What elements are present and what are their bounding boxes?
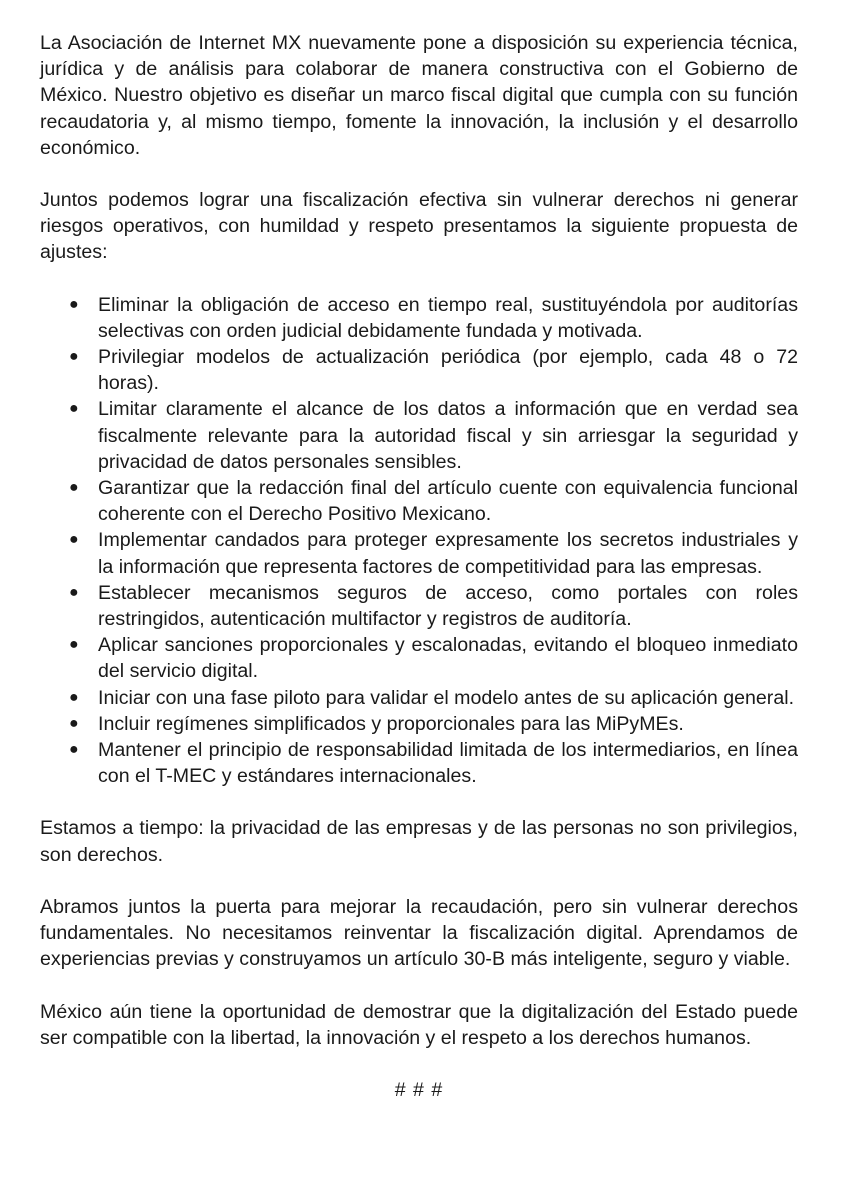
closing-paragraph: México aún tiene la oportunidad de demostrar que la digitalización del Estado puede ser compatible con la libertad, la innovación y el respeto a los derechos humanos. — [40, 1000, 798, 1049]
bullet-icon: ● — [69, 479, 79, 497]
list-item-text: Implementar candados para proteger expresamente los secretos industriales y la información que representa factores de competitividad para las empresas. — [98, 529, 798, 578]
list-item — [40, 737, 798, 789]
bullet-icon: ● — [69, 714, 79, 732]
list-item — [40, 527, 798, 579]
open-door-paragraph: Abramos juntos la puerta para mejorar la recaudación, pero sin vulnerar derechos fundamentales. No necesitamos reinventar la fiscalización digital. Aprendamos de experiencias previas y construyamos un artículo 30-B más inteligente, seguro y viable. — [40, 895, 798, 971]
list-item-text: Aplicar sanciones proporcionales y escalonadas, evitando el bloqueo inmediato del servicio digital. — [98, 634, 798, 683]
list-item-text: Eliminar la obligación de acceso en tiempo real, sustituyéndola por auditorías selectivas con orden judicial debidamente fundada y motivada. — [98, 293, 798, 342]
proposal-intro-paragraph: Juntos podemos lograr una fiscalización efectiva sin vulnerar derechos ni generar riesgos operativos, con humildad y respeto presentamos la siguiente propuesta de ajustes: — [40, 189, 798, 264]
on-time-paragraph: Estamos a tiempo: la privacidad de las empresas y de las personas no son privilegios, son derechos. — [40, 817, 798, 866]
proposal-list — [40, 292, 798, 790]
list-item — [40, 475, 798, 527]
bullet-icon: ● — [69, 636, 79, 654]
end-mark: # # # — [394, 1078, 444, 1101]
list-item — [40, 632, 798, 684]
bullet-icon: ● — [69, 741, 79, 759]
bullet-icon: ● — [69, 583, 79, 601]
list-item-text: Iniciar con una fase piloto para validar el modelo antes de su aplicación general. — [98, 686, 795, 709]
list-item-text: Establecer mecanismos seguros de acceso, como portales con roles restringidos, autenticación multifactor y registros de auditoría. — [98, 581, 798, 631]
list-item — [40, 580, 798, 632]
bullet-icon: ● — [69, 688, 79, 706]
list-item-text: Privilegiar modelos de actualización periódica (por ejemplo, cada 48 o 72 horas). — [98, 346, 798, 395]
list-item — [40, 396, 798, 475]
list-item-text: Mantener el principio de responsabilidad limitada de los intermediarios, en línea con el T-MEC y estándares internacionales. — [98, 739, 798, 788]
list-item — [40, 292, 798, 344]
bullet-icon: ● — [69, 295, 79, 313]
list-item-text: Incluir regímenes simplificados y proporcionales para las MiPyMEs. — [98, 712, 684, 735]
list-item-text: Garantizar que la redacción final del artículo cuente con equivalencia funcional coherente con el Derecho Positivo Mexicano. — [98, 477, 798, 526]
list-item — [40, 711, 798, 737]
bullet-icon: ● — [69, 531, 79, 549]
document-page — [40, 30, 798, 1103]
bullet-icon: ● — [69, 400, 79, 418]
list-item — [40, 685, 798, 711]
intro-paragraph: La Asociación de Internet MX nuevamente pone a disposición su experiencia técnica, jurídica y de análisis para colaborar de manera constructiva con el Gobierno de México. Nuestro objetivo es diseñar un marco fiscal digital que cumpla con su función recaudatoria y, al mismo tiempo, fomente la innovación, la inclusión y el desarrollo económico. — [40, 32, 798, 159]
bullet-icon: ● — [69, 348, 79, 366]
list-item — [40, 344, 798, 396]
list-item-text: Limitar claramente el alcance de los datos a información que en verdad sea fiscalmente relevante para la autoridad fiscal y sin arriesgar la seguridad y privacidad de datos personales sensibles. — [98, 398, 798, 473]
